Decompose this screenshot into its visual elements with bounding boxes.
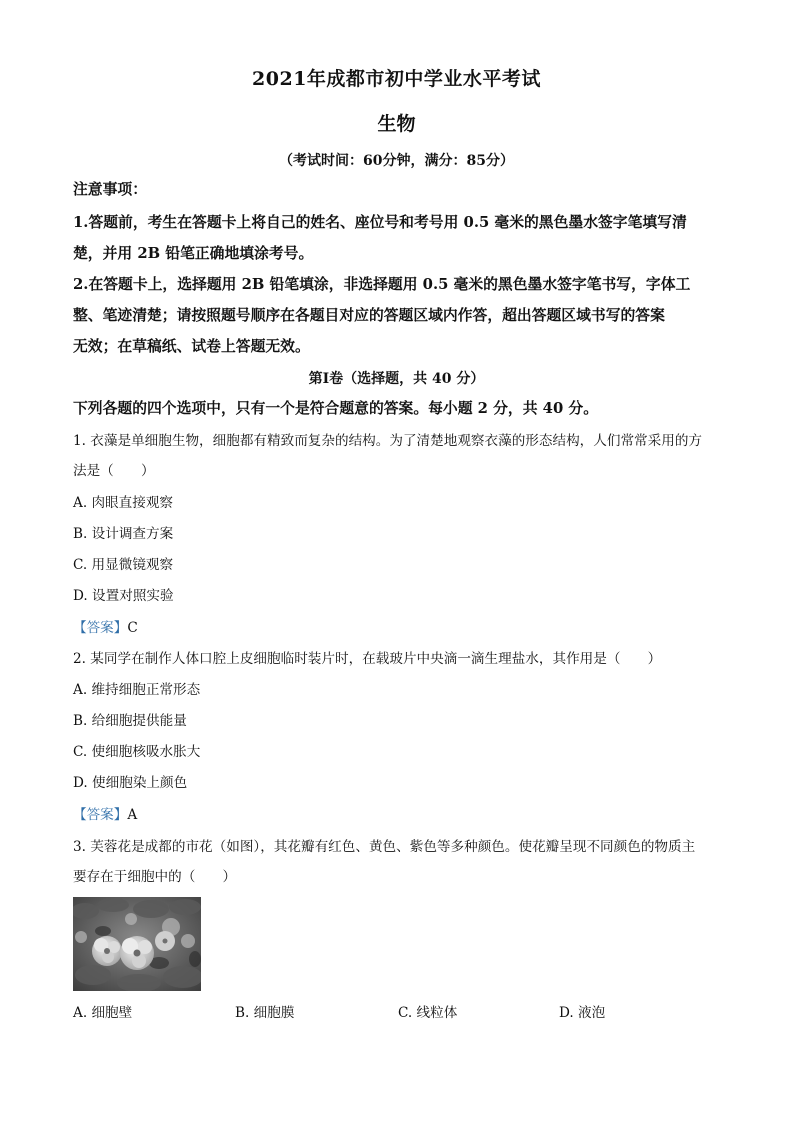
exam-time-info: （考试时间：60分钟，满分：85分） (279, 153, 514, 169)
section-instruction: 下列各题的四个选项中，只有一个是符合题意的答案。每小题 2 分，共 40 分。 (73, 400, 598, 417)
q3-stem-line-1: 3. 芙蓉花是成都的市花（如图），其花瓣有红色、黄色、紫色等多种颜色。使花瓣呈现不同颜色的物质主 (73, 839, 696, 855)
q3-option-a: A. 细胞壁 (73, 1005, 133, 1021)
notice-line-4: 整、笔迹清楚；请按照题号顺序在各题目对应的答题区域内作答，超出答题区域书写的答案 (73, 307, 665, 324)
q1-stem-line-2: 法是（ ） (73, 463, 155, 479)
notice-line-5: 无效；在草稿纸、试卷上答题无效。 (73, 338, 310, 355)
q3-stem-line-2: 要存在于细胞中的（ ） (73, 869, 237, 885)
q1-answer-tag: 【答案】 (73, 620, 128, 636)
q2-option-a: A. 维持细胞正常形态 (73, 682, 201, 698)
section-title: 第Ⅰ卷（选择题，共 40 分） (308, 371, 485, 387)
q2-answer (73, 805, 733, 825)
notice-line-1: 1.答题前，考生在答题卡上将自己的姓名、座位号和考号用 0.5 毫米的黑色墨水签字笔填写清 (73, 214, 687, 231)
q3-option-d: D. 液泡 (559, 1005, 606, 1021)
q2-answer-tag: 【答案】 (73, 807, 128, 823)
q2-option-b: B. 给细胞提供能量 (73, 713, 187, 729)
q3-option-b: B. 细胞膜 (235, 1005, 295, 1021)
notice-line-3: 2.在答题卡上，选择题用 2B 铅笔填涂，非选择题用 0.5 毫米的黑色墨水签字笔书写，字体工 (73, 276, 691, 293)
q1-option-c: C. 用显微镜观察 (73, 557, 174, 573)
q3-option-c: C. 线粒体 (398, 1005, 458, 1021)
q2-option-d: D. 使细胞染上颜色 (73, 775, 188, 791)
hibiscus-photo-graphic (73, 897, 201, 991)
exam-title: 2021年成都市初中学业水平考试 (252, 68, 541, 90)
hibiscus-photo (73, 897, 201, 991)
q1-answer (73, 618, 733, 638)
notice-heading: 注意事项： (73, 181, 147, 198)
q2-stem-line-1: 2. 某同学在制作人体口腔上皮细胞临时装片时，在载玻片中央滴一滴生理盐水，其作用是（ ） (73, 651, 662, 667)
q1-option-a: A. 肉眼直接观察 (73, 495, 174, 511)
q1-option-d: D. 设置对照实验 (73, 588, 174, 604)
q1-option-b: B. 设计调查方案 (73, 526, 174, 542)
q1-stem-line-1: 1. 衣藻是单细胞生物，细胞都有精致而复杂的结构。为了清楚地观察衣藻的形态结构，人们常常采用的方 (73, 433, 703, 449)
q2-option-c: C. 使细胞核吸水胀大 (73, 744, 201, 760)
q1-answer-value: C (127, 620, 138, 636)
notice-line-2: 楚，并用 2B 铅笔正确地填涂考号。 (73, 245, 314, 262)
exam-subject: 生物 (377, 113, 416, 135)
q2-answer-value: A (127, 807, 138, 823)
